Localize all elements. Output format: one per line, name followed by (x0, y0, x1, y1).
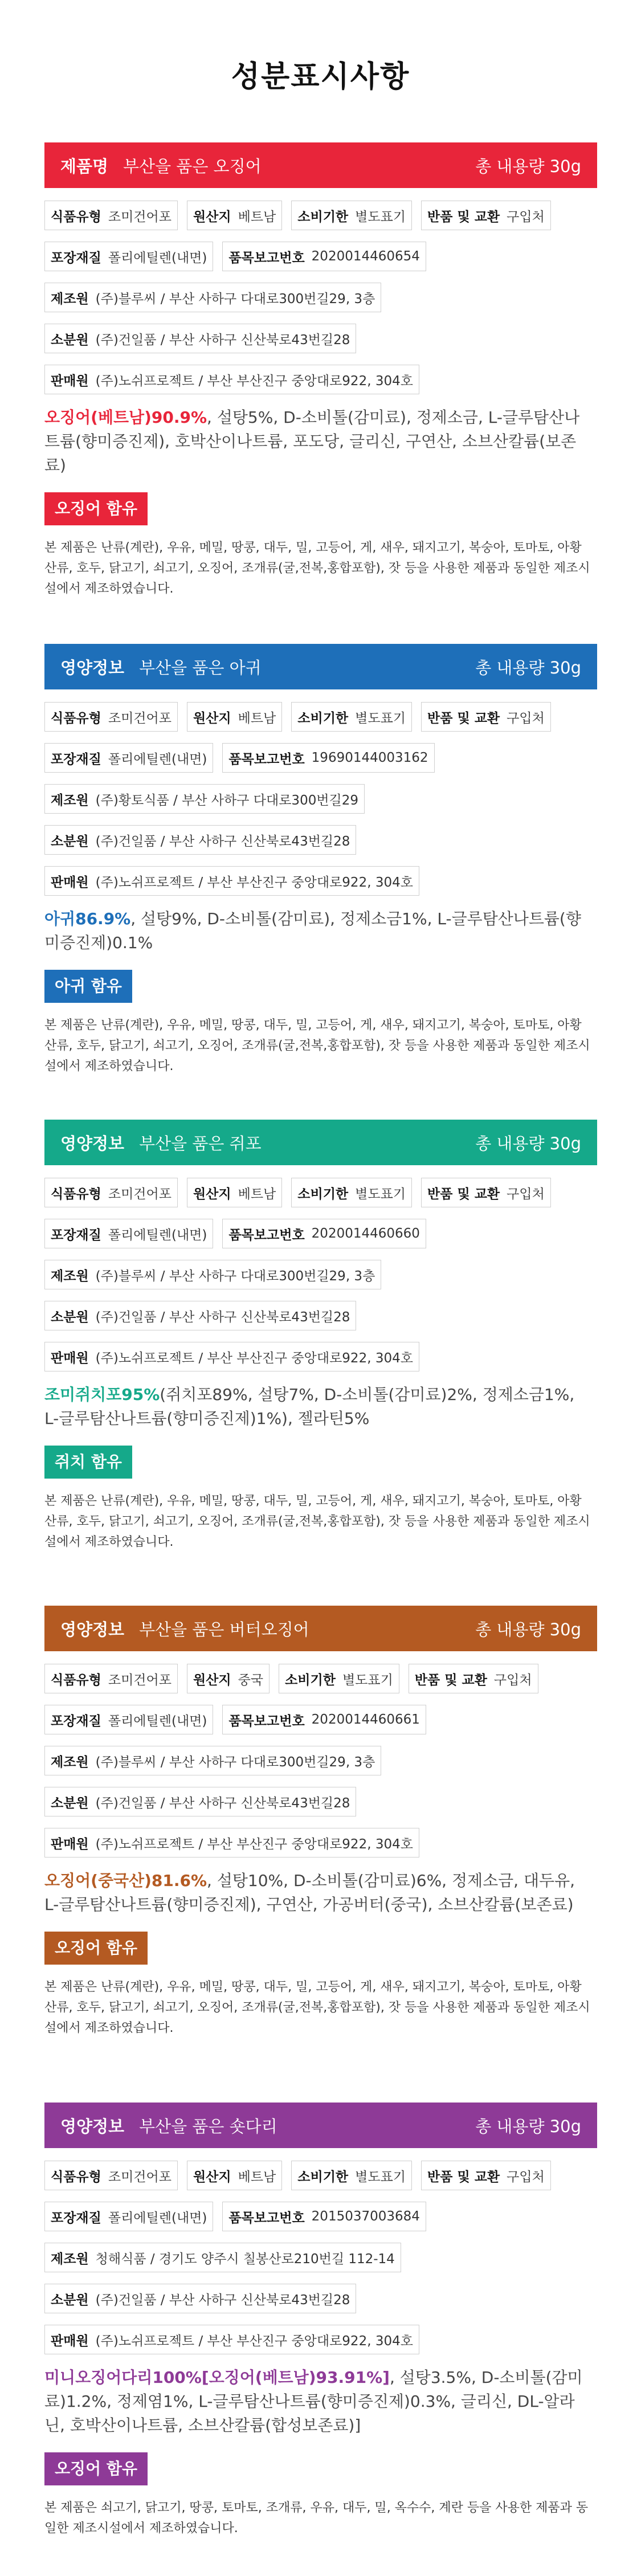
info-cell (222, 242, 426, 271)
info-key: 소비기한 (297, 711, 349, 726)
info-cell (44, 242, 213, 271)
info-value: 별도표기 (355, 711, 406, 726)
info-value: (주)노쉬프로젝트 / 부산 부산진구 중앙대로922, 304호 (95, 875, 413, 890)
info-row (44, 2161, 597, 2190)
info-key: 소비기한 (297, 209, 349, 224)
product-name: 부산을 품은 숏다리 (139, 2116, 277, 2136)
ingredient-rest: , 설탕9%, D-소비톨(감미료), 정제소금1%, L-글루탐산나트륨(향미증진제)0.1% (44, 909, 581, 952)
info-table (44, 201, 597, 394)
ingredient-main: 아귀86.9% (44, 909, 131, 928)
total-volume: 총 내용량 30g (475, 1619, 581, 1639)
info-value: 조미건어포 (108, 711, 172, 726)
info-key: 소분원 (51, 2292, 89, 2308)
allergy-note: 본 제품은 쇠고기, 닭고기, 땅콩, 토마토, 조개류, 우유, 대두, 밀, 옥수수, 계란 등을 사용한 제품과 동일한 제조시설에서 제조하였습니다. (44, 2501, 589, 2536)
info-value: 조미건어포 (108, 209, 172, 224)
product-section (44, 1120, 597, 1553)
info-row (44, 1828, 597, 1858)
info-key: 제조원 (51, 1754, 89, 1770)
info-cell (44, 2202, 213, 2231)
allergy-note: 본 제품은 난류(계란), 우유, 메밀, 땅콩, 대두, 밀, 고등어, 게, 새우, 돼지고기, 복숭아, 토마토, 아황산류, 호두, 닭고기, 쇠고기, 오징어, 조개류(굴,전복,홍합포함), 잣 등을 사용한 제품과 동일한 제조시설에서 제조하였습니다. (44, 1494, 590, 1549)
product-section (44, 644, 597, 1077)
allergy-note: 본 제품은 난류(계란), 우유, 메밀, 땅콩, 대두, 밀, 고등어, 게, 새우, 돼지고기, 복숭아, 토마토, 아황산류, 호두, 닭고기, 쇠고기, 오징어, 조개류(굴,전복,홍합포함), 잣 등을 사용한 제품과 동일한 제조시설에서 제조하였습니다. (44, 1018, 590, 1073)
ingredient-rest: , 설탕5%, D-소비톨(감미료), 정제소금, L-글루탐산나트륨(향미증진제), 호박산이나트륨, 포도당, 글리신, 구연산, 소브산칼륨(보존료) (44, 408, 580, 475)
info-cell (44, 201, 178, 230)
info-row (44, 2325, 597, 2354)
info-key: 원산지 (193, 711, 231, 726)
allergy-badge: 오징어 함유 (44, 2452, 148, 2485)
info-key: 식품유형 (51, 209, 101, 224)
allergy-note: 본 제품은 난류(계란), 우유, 메밀, 땅콩, 대두, 밀, 고등어, 게, 새우, 돼지고기, 복숭아, 토마토, 아황산류, 호두, 닭고기, 쇠고기, 오징어, 조개류(굴,전복,홍합포함), 잣 등을 사용한 제품과 동일한 제조시설에서 제조하였습니다. (44, 541, 590, 596)
info-cell (279, 1664, 399, 1693)
header-label: 영양정보 (60, 1133, 125, 1153)
ingredients (44, 1383, 591, 1431)
info-value: (주)건일품 / 부산 사하구 신산북로43번길28 (95, 834, 350, 849)
info-key: 포장재질 (51, 2210, 101, 2226)
info-value: 폴리에틸렌(내면) (108, 752, 207, 767)
header-label: 영양정보 (60, 2116, 125, 2136)
info-cell (44, 866, 419, 896)
ingredient-main: 조미쥐치포95% (44, 1385, 160, 1404)
info-key: 품목보고번호 (228, 1227, 305, 1243)
info-cell (187, 2161, 282, 2190)
section-header (44, 2103, 597, 2148)
info-cell (44, 283, 381, 312)
section-header (44, 142, 597, 188)
info-row (44, 825, 597, 855)
total-volume: 총 내용량 30g (475, 658, 581, 677)
info-value: 중국 (238, 1672, 264, 1688)
section-header (44, 1606, 597, 1651)
info-cell (44, 1260, 381, 1289)
info-value: 별도표기 (342, 1672, 393, 1688)
info-key: 소분원 (51, 1309, 89, 1325)
info-cell (222, 1705, 426, 1734)
product-name: 부산을 품은 아귀 (139, 658, 262, 677)
info-cell (44, 1746, 381, 1775)
info-key: 포장재질 (51, 752, 101, 767)
product-name: 부산을 품은 쥐포 (139, 1133, 262, 1153)
info-value: (주)블루씨 / 부산 사하구 다대로300번길29, 3층 (95, 1754, 375, 1770)
info-value: 베트남 (238, 2169, 276, 2185)
product-section (44, 2103, 597, 2539)
info-cell (291, 201, 412, 230)
section-header (44, 1120, 597, 1165)
info-value: 조미건어포 (108, 1672, 172, 1688)
info-row (44, 1664, 597, 1693)
info-value: 폴리에틸렌(내면) (108, 2210, 207, 2226)
info-value: 베트남 (238, 209, 276, 224)
info-value: 베트남 (238, 1186, 276, 1202)
info-key: 판매원 (51, 2333, 89, 2349)
info-key: 판매원 (51, 875, 89, 890)
info-row (44, 1260, 597, 1289)
info-cell (44, 702, 178, 732)
total-volume: 총 내용량 30g (475, 2116, 581, 2136)
product-name: 부산을 품은 오징어 (123, 156, 262, 176)
info-table (44, 702, 597, 896)
info-key: 포장재질 (51, 1713, 101, 1729)
info-key: 소비기한 (285, 1672, 336, 1688)
section-header (44, 644, 597, 689)
header-left (60, 1131, 262, 1154)
info-cell (44, 1301, 356, 1330)
info-cell (291, 2161, 412, 2190)
info-table (44, 1664, 597, 1858)
info-value: 2020014460660 (311, 1226, 420, 1241)
info-key: 판매원 (51, 373, 89, 389)
info-value: (주)노쉬프로젝트 / 부산 부산진구 중앙대로922, 304호 (95, 373, 413, 389)
info-key: 품목보고번호 (228, 2210, 305, 2226)
allergy-note: 본 제품은 난류(계란), 우유, 메밀, 땅콩, 대두, 밀, 고등어, 게, 새우, 돼지고기, 복숭아, 토마토, 아황산류, 호두, 닭고기, 쇠고기, 오징어, 조개류(굴,전복,홍합포함), 잣 등을 사용한 제품과 동일한 제조시설에서 제조하였습니다. (44, 1980, 590, 2035)
info-row (44, 2284, 597, 2313)
ingredient-main: 오징어(베트남)90.9% (44, 408, 207, 427)
info-key: 소비기한 (297, 2169, 349, 2185)
info-value: 별도표기 (355, 2169, 406, 2185)
info-key: 소분원 (51, 834, 89, 849)
info-row (44, 2202, 597, 2231)
allergy-badge: 오징어 함유 (44, 492, 148, 525)
info-key: 판매원 (51, 1836, 89, 1852)
info-value: 별도표기 (355, 1186, 406, 1202)
info-cell (44, 2243, 401, 2272)
info-key: 소분원 (51, 1795, 89, 1811)
info-value: 폴리에틸렌(내면) (108, 1713, 207, 1729)
info-key: 제조원 (51, 291, 89, 307)
info-value: (주)건일품 / 부산 사하구 신산북로43번길28 (95, 1795, 350, 1811)
ingredients (44, 907, 591, 955)
info-key: 원산지 (193, 1186, 231, 1202)
info-row (44, 324, 597, 353)
info-cell (44, 1828, 419, 1858)
ingredients (44, 2366, 591, 2438)
info-value: (주)건일품 / 부산 사하구 신산북로43번길28 (95, 2292, 350, 2308)
info-key: 원산지 (193, 209, 231, 224)
product-name: 부산을 품은 버터오징어 (139, 1619, 309, 1639)
info-value: (주)건일품 / 부산 사하구 신산북로43번길28 (95, 332, 350, 348)
info-row (44, 866, 597, 896)
info-key: 식품유형 (51, 2169, 101, 2185)
info-row (44, 743, 597, 773)
info-key: 포장재질 (51, 1227, 101, 1243)
info-key: 식품유형 (51, 1672, 101, 1688)
info-row (44, 2243, 597, 2272)
info-value: (주)노쉬프로젝트 / 부산 부산진구 중앙대로922, 304호 (95, 1836, 413, 1852)
info-row (44, 1178, 597, 1207)
info-cell (187, 201, 282, 230)
info-value: (주)황토식품 / 부산 사하구 다대로300번길29 (95, 793, 359, 808)
total-volume: 총 내용량 30g (475, 156, 581, 176)
info-value: 폴리에틸렌(내면) (108, 1227, 207, 1243)
info-value: 베트남 (238, 711, 276, 726)
info-key: 반품 및 교환 (427, 2169, 500, 2185)
header-left (60, 2114, 277, 2137)
info-key: 소분원 (51, 332, 89, 348)
info-value: 구입처 (507, 711, 545, 726)
info-cell (291, 1178, 412, 1207)
info-cell (222, 1219, 426, 1248)
info-value: 청해식품 / 경기도 양주시 칠봉산로210번길 112-14 (95, 2251, 395, 2267)
info-value: (주)노쉬프로젝트 / 부산 부산진구 중앙대로922, 304호 (95, 2333, 413, 2349)
header-left (60, 1617, 309, 1640)
info-cell (44, 2284, 356, 2313)
info-key: 원산지 (193, 2169, 231, 2185)
info-value: 2020014460654 (311, 249, 420, 264)
info-key: 품목보고번호 (228, 250, 305, 266)
header-left (60, 154, 262, 177)
info-value: 2015037003684 (311, 2209, 420, 2224)
product-section (44, 142, 597, 599)
info-value: 구입처 (507, 209, 545, 224)
total-volume: 총 내용량 30g (475, 1133, 581, 1153)
header-label: 제품명 (60, 156, 109, 176)
ingredients (44, 1869, 591, 1917)
ingredient-rest: (쥐치포89%, 설탕7%, D-소비톨(감미료)2%, 정제소금1%, L-글루탐산나트륨(향미증진제)1%), 젤라틴5% (44, 1385, 575, 1428)
info-cell (44, 1342, 419, 1371)
info-value: 구입처 (507, 1186, 545, 1202)
info-row (44, 242, 597, 271)
info-cell (187, 1178, 282, 1207)
info-key: 품목보고번호 (228, 1713, 305, 1729)
info-key: 품목보고번호 (228, 752, 305, 767)
info-row (44, 1342, 597, 1371)
info-row (44, 201, 597, 230)
info-cell (44, 1705, 213, 1734)
info-row (44, 1746, 597, 1775)
info-value: 조미건어포 (108, 1186, 172, 1202)
info-cell (44, 1664, 178, 1693)
info-cell (421, 2161, 551, 2190)
ingredient-rest: , 설탕10%, D-소비톨(감미료)6%, 정제소금, 대두유, L-글루탐산나트륨(향미증진제), 구연산, 가공버터(중국), 소브산칼륨(보존료) (44, 1871, 575, 1914)
info-value: 구입처 (493, 1672, 532, 1688)
info-key: 반품 및 교환 (414, 1672, 487, 1688)
info-row (44, 702, 597, 732)
info-value: (주)블루씨 / 부산 사하구 다대로300번길29, 3층 (95, 291, 375, 307)
info-value: 별도표기 (355, 209, 406, 224)
info-cell (222, 2202, 426, 2231)
info-key: 원산지 (193, 1672, 231, 1688)
info-cell (44, 2161, 178, 2190)
info-cell (187, 1664, 270, 1693)
allergy-badge: 아귀 함유 (44, 970, 132, 1003)
info-row (44, 365, 597, 394)
header-left (60, 655, 262, 679)
info-row (44, 1301, 597, 1330)
info-table (44, 1178, 597, 1371)
info-table (44, 2161, 597, 2354)
info-cell (44, 743, 213, 773)
ingredient-main: 오징어(중국산)81.6% (44, 1871, 207, 1890)
product-section (44, 1606, 597, 2039)
info-value: (주)블루씨 / 부산 사하구 다대로300번길29, 3층 (95, 1268, 375, 1284)
page-title: 성분표시사항 (231, 60, 410, 94)
info-key: 제조원 (51, 2251, 89, 2267)
info-cell (44, 1219, 213, 1248)
info-value: 폴리에틸렌(내면) (108, 250, 207, 266)
info-cell (44, 2325, 419, 2354)
info-cell (222, 743, 434, 773)
info-key: 제조원 (51, 1268, 89, 1284)
allergy-badge: 오징어 함유 (44, 1932, 148, 1965)
info-cell (44, 1178, 178, 1207)
info-row (44, 1787, 597, 1816)
info-cell (44, 1787, 356, 1816)
info-cell (421, 1178, 551, 1207)
info-row (44, 1219, 597, 1248)
info-key: 식품유형 (51, 711, 101, 726)
info-cell (421, 201, 551, 230)
info-value: 구입처 (507, 2169, 545, 2185)
info-value: 2020014460661 (311, 1712, 420, 1727)
info-row (44, 283, 597, 312)
ingredient-rest: , 설탕3.5%, D-소비톨(감미료)1.2%, 정제염1%, L-글루탐산나트륨(향미증진제)0.3%, 글리신, DL-알라닌, 호박산이나트륨, 소브산칼륨(합성보존료)] (44, 2368, 583, 2435)
info-cell (409, 1664, 538, 1693)
ingredient-main: 미니오징어다리100%[오징어(베트남)93.91%] (44, 2368, 390, 2387)
info-key: 판매원 (51, 1350, 89, 1366)
info-key: 제조원 (51, 793, 89, 808)
info-row (44, 1705, 597, 1734)
info-key: 포장재질 (51, 250, 101, 266)
info-cell (44, 365, 419, 394)
info-cell (44, 324, 356, 353)
ingredients (44, 406, 591, 477)
header-label: 영양정보 (60, 1619, 125, 1639)
info-key: 반품 및 교환 (427, 711, 500, 726)
info-cell (291, 702, 412, 732)
info-key: 소비기한 (297, 1186, 349, 1202)
info-value: 조미건어포 (108, 2169, 172, 2185)
info-key: 식품유형 (51, 1186, 101, 1202)
info-cell (44, 825, 356, 855)
info-value: 19690144003162 (311, 750, 428, 765)
info-key: 반품 및 교환 (427, 209, 500, 224)
info-value: (주)노쉬프로젝트 / 부산 부산진구 중앙대로922, 304호 (95, 1350, 413, 1366)
info-cell (421, 702, 551, 732)
info-key: 반품 및 교환 (427, 1186, 500, 1202)
info-cell (187, 702, 282, 732)
info-row (44, 784, 597, 814)
info-value: (주)건일품 / 부산 사하구 신산북로43번길28 (95, 1309, 350, 1325)
allergy-badge: 쥐치 함유 (44, 1446, 132, 1479)
info-cell (44, 784, 365, 814)
header-label: 영양정보 (60, 658, 125, 677)
